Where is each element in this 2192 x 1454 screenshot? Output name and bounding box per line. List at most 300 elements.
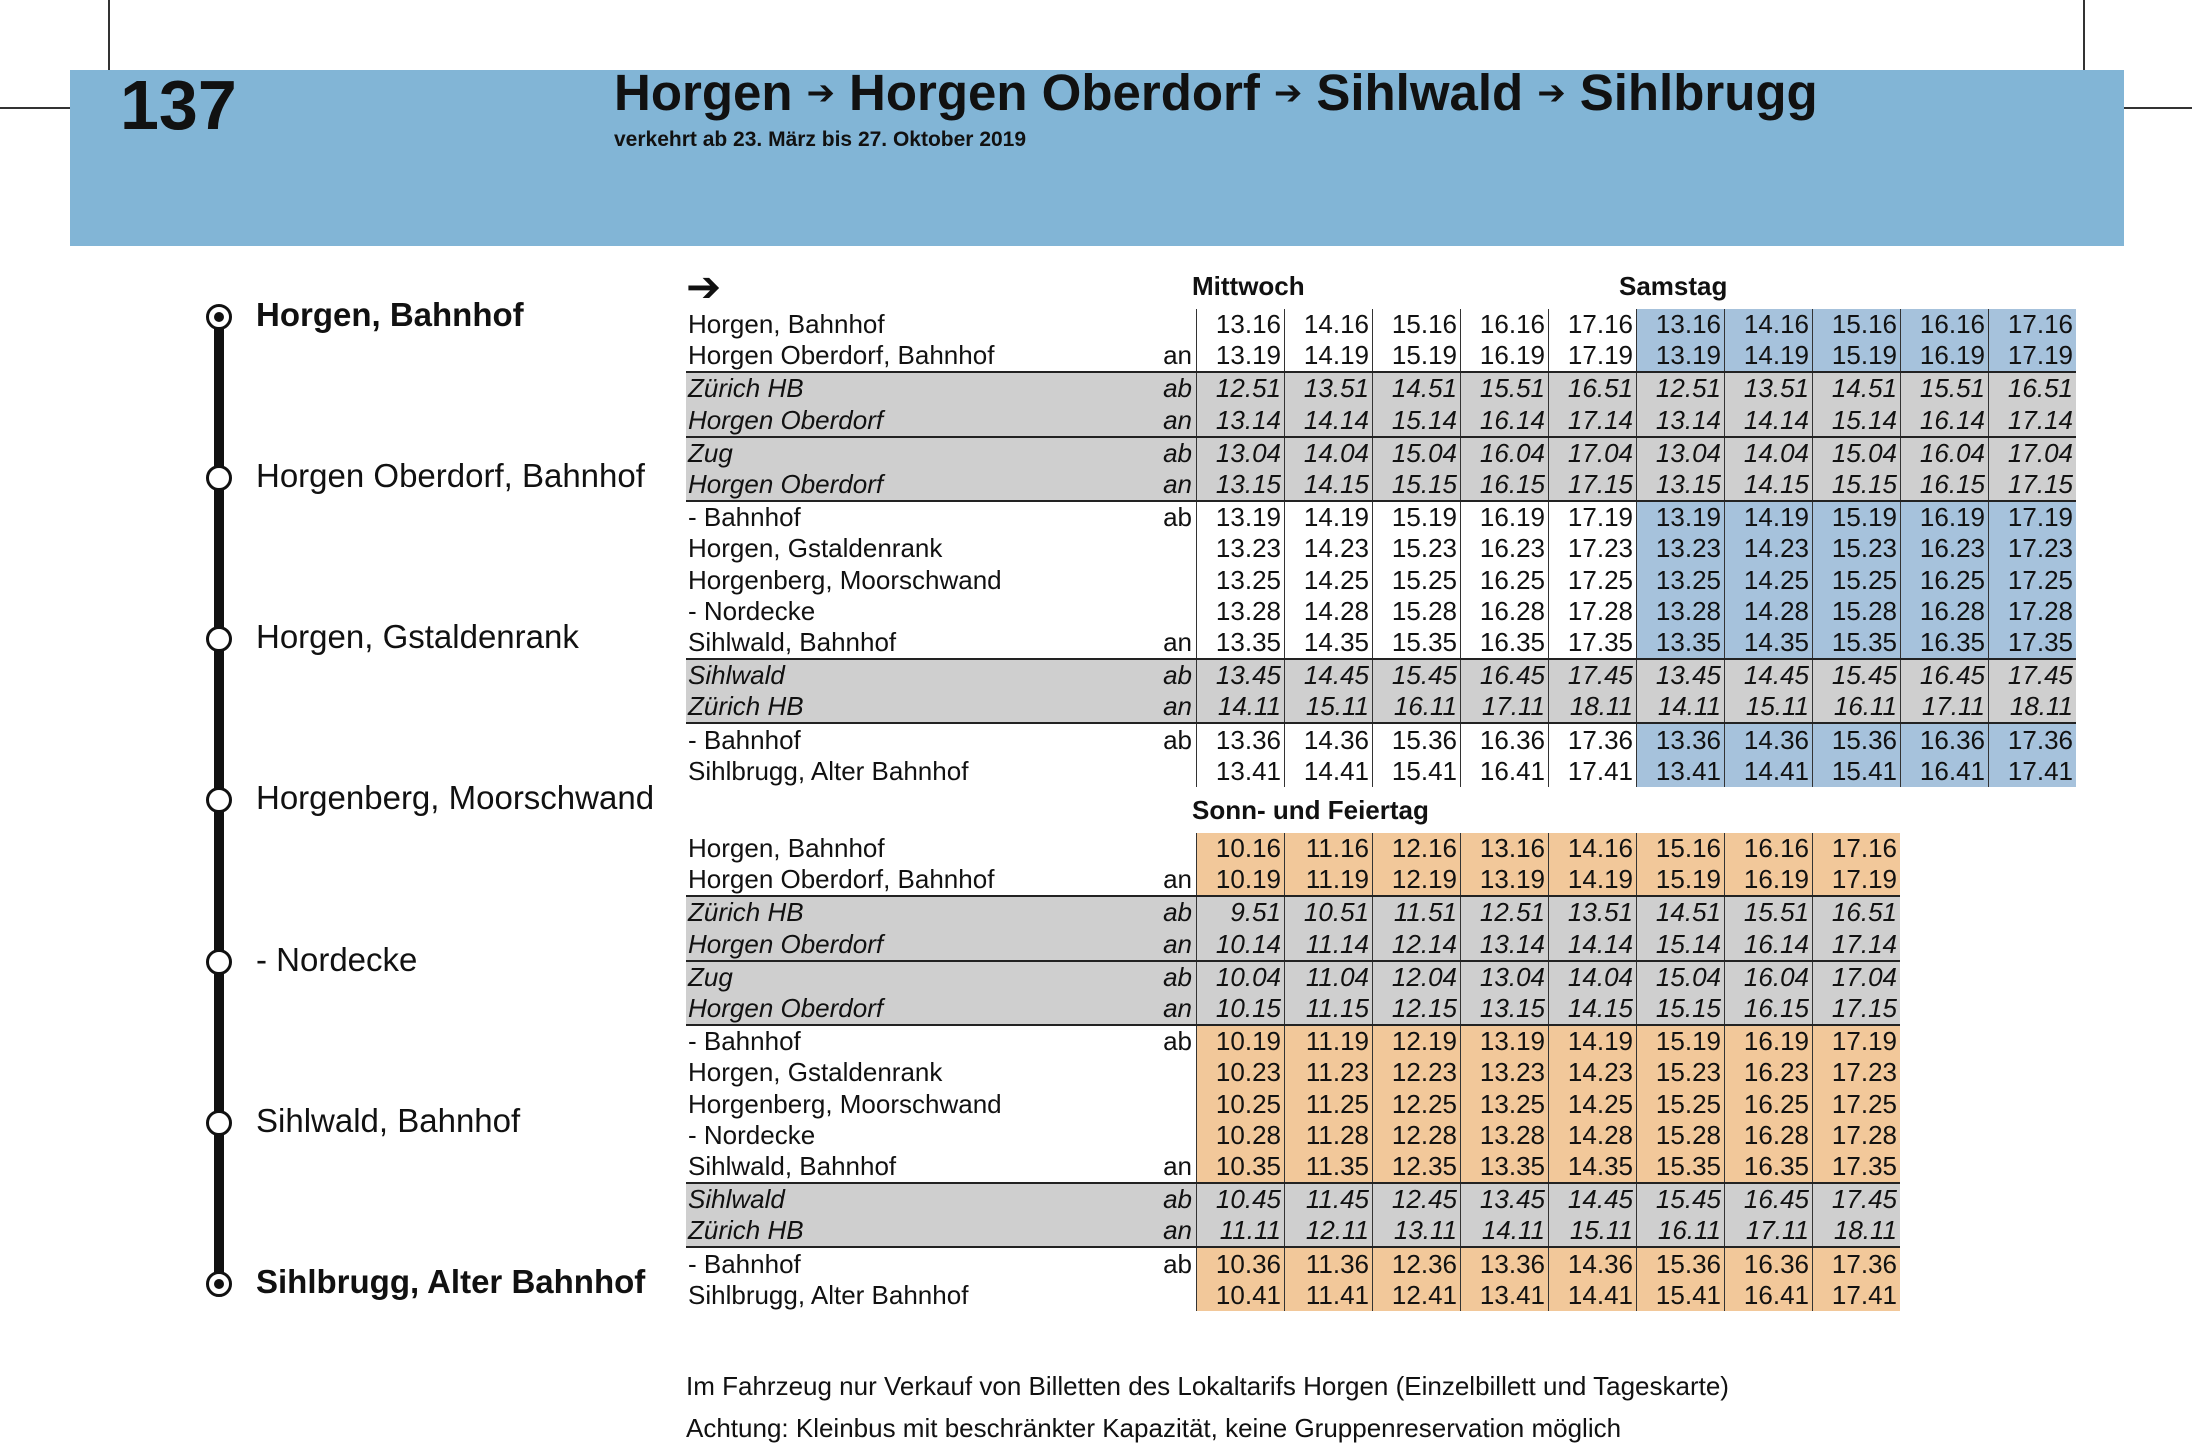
time-cell: 15.35 (1637, 1151, 1725, 1183)
time-cell: 13.14 (1637, 405, 1725, 437)
time-cell: 17.23 (1813, 1057, 1901, 1088)
station-cell: Zürich HB (686, 1215, 1148, 1247)
time-cell: 14.19 (1549, 864, 1637, 896)
time-cell: 13.19 (1197, 501, 1285, 533)
route-stop (0, 295, 700, 339)
time-cell: 16.25 (1461, 565, 1549, 596)
time-cell: 11.36 (1285, 1247, 1373, 1279)
arrival-departure-cell: ab (1163, 1248, 1192, 1279)
time-cell: 15.19 (1373, 501, 1461, 533)
time-cell: 16.28 (1461, 596, 1549, 627)
time-cell: 16.23 (1461, 533, 1549, 564)
time-cell: 17.16 (1549, 309, 1637, 340)
station-cell: Horgen Oberdorf (686, 405, 1148, 437)
time-cell: 17.36 (1813, 1247, 1901, 1279)
time-cell: 16.11 (1373, 691, 1461, 723)
time-cell: 15.51 (1901, 372, 1989, 404)
arrival-departure-cell: an (1148, 469, 1197, 501)
time-cell: 14.19 (1285, 340, 1373, 372)
time-cell: 16.14 (1725, 929, 1813, 961)
table-row (686, 659, 2076, 691)
time-cell: 12.15 (1373, 993, 1461, 1025)
stop-icon (206, 465, 232, 491)
time-cell: 14.14 (1725, 405, 1813, 437)
route-stop-name: Horgen, Bahnhof (256, 296, 524, 333)
station-cell: Horgen, Bahnhof (688, 833, 885, 864)
title-part: Sihlwald (1316, 64, 1524, 121)
station-cell: - Bahnhof (688, 724, 801, 755)
station-cell: Sihlbrugg, Alter Bahnhof (688, 1279, 969, 1310)
time-cell: 17.04 (1989, 437, 2077, 469)
time-cell: 16.19 (1461, 340, 1549, 372)
note-line: Achtung: Kleinbus mit beschränkter Kapazität, keine Gruppenreservation möglich (686, 1413, 1622, 1443)
time-cell: 16.16 (1461, 309, 1549, 340)
time-cell: 16.16 (1901, 309, 1989, 340)
time-cell: 14.28 (1549, 1120, 1637, 1151)
time-cell: 15.28 (1813, 596, 1901, 627)
time-cell: 16.04 (1725, 961, 1813, 993)
time-cell: 10.28 (1197, 1120, 1285, 1151)
time-cell: 16.04 (1901, 437, 1989, 469)
table-row (686, 501, 2076, 533)
station-cell: Zürich HB (686, 896, 1148, 928)
time-cell: 12.51 (1197, 372, 1285, 404)
time-cell: 15.25 (1813, 565, 1901, 596)
time-cell: 16.41 (1461, 756, 1549, 787)
time-cell: 14.14 (1549, 929, 1637, 961)
weekday-timetable (686, 309, 2076, 787)
time-cell: 17.25 (1989, 565, 2077, 596)
time-cell: 17.16 (1989, 309, 2077, 340)
time-cell: 15.19 (1637, 1025, 1725, 1057)
time-cell: 17.19 (1813, 1025, 1901, 1057)
time-cell: 10.23 (1197, 1057, 1285, 1088)
time-cell: 16.25 (1725, 1089, 1813, 1120)
station-cell: Sihlwald, Bahnhof (686, 1151, 1148, 1183)
time-cell: 13.19 (1637, 501, 1725, 533)
station-cell: Zürich HB (686, 691, 1148, 723)
time-cell: 18.11 (1549, 691, 1637, 723)
line-number: 137 (120, 66, 237, 144)
table-row (686, 929, 1900, 961)
time-cell: 14.51 (1637, 896, 1725, 928)
time-cell: 17.45 (1549, 659, 1637, 691)
time-cell: 13.28 (1637, 596, 1725, 627)
time-cell: 14.15 (1549, 993, 1637, 1025)
time-cell: 15.14 (1813, 405, 1901, 437)
time-cell: 16.28 (1901, 596, 1989, 627)
time-cell: 13.19 (1461, 1025, 1549, 1057)
time-cell: 14.25 (1285, 565, 1373, 596)
station-cell: Horgen Oberdorf (686, 469, 1148, 501)
time-cell: 14.41 (1285, 756, 1373, 787)
time-cell: 13.23 (1197, 533, 1285, 564)
time-cell: 13.35 (1197, 627, 1285, 659)
time-cell: 16.35 (1901, 627, 1989, 659)
time-cell: 12.11 (1285, 1215, 1373, 1247)
station-cell: Zürich HB (686, 372, 1148, 404)
time-cell: 14.04 (1549, 961, 1637, 993)
station-cell: Sihlwald (686, 659, 1148, 691)
time-cell: 16.19 (1725, 864, 1813, 896)
time-cell: 18.11 (1813, 1215, 1901, 1247)
arrow-icon: ➔ (1537, 74, 1566, 112)
terminal-stop-icon (206, 304, 232, 330)
station-cell: Zug (686, 437, 1148, 469)
time-cell: 11.51 (1373, 896, 1461, 928)
crop-mark (108, 0, 110, 70)
day-label-samstag: Samstag (1619, 271, 1728, 301)
time-cell: 13.04 (1197, 437, 1285, 469)
time-cell: 12.45 (1373, 1183, 1461, 1215)
time-cell: 10.35 (1197, 1151, 1285, 1183)
crop-mark (0, 107, 70, 109)
time-cell: 13.15 (1197, 469, 1285, 501)
time-cell: 15.19 (1373, 340, 1461, 372)
time-cell: 12.51 (1461, 896, 1549, 928)
time-cell: 10.19 (1197, 1025, 1285, 1057)
table-row (686, 1089, 1900, 1120)
time-cell: 13.15 (1637, 469, 1725, 501)
time-cell: 17.25 (1549, 565, 1637, 596)
time-cell: 16.36 (1901, 723, 1989, 755)
time-cell: 14.14 (1285, 405, 1373, 437)
time-cell: 17.15 (1813, 993, 1901, 1025)
time-cell: 12.19 (1373, 1025, 1461, 1057)
table-row (686, 1057, 1900, 1088)
route-stop-name: - Nordecke (256, 941, 418, 978)
time-cell: 17.14 (1813, 929, 1901, 961)
route-stop-name: Sihlbrugg, Alter Bahnhof (256, 1263, 646, 1300)
time-cell: 10.14 (1197, 929, 1285, 961)
time-cell: 16.19 (1725, 1025, 1813, 1057)
time-cell: 16.41 (1725, 1280, 1813, 1311)
station-cell: Horgenberg, Moorschwand (688, 1088, 1002, 1119)
time-cell: 15.15 (1637, 993, 1725, 1025)
time-cell: 17.19 (1989, 501, 2077, 533)
time-cell: 16.36 (1725, 1247, 1813, 1279)
time-cell: 10.41 (1197, 1280, 1285, 1311)
time-cell: 15.45 (1637, 1183, 1725, 1215)
time-cell: 11.35 (1285, 1151, 1373, 1183)
arrival-departure-cell: ab (1163, 1026, 1192, 1057)
station-cell: - Nordecke (688, 1119, 816, 1150)
table-row (686, 1280, 1900, 1311)
time-cell: 17.14 (1989, 405, 2077, 437)
time-cell: 16.45 (1901, 659, 1989, 691)
time-cell: 14.11 (1637, 691, 1725, 723)
direction-arrow-icon: ➔ (686, 263, 722, 310)
note-line: Im Fahrzeug nur Verkauf von Billetten des Lokaltarifs Horgen (Einzelbillett und Tageskarte) (686, 1371, 1729, 1401)
time-cell: 14.36 (1549, 1247, 1637, 1279)
time-cell: 16.19 (1901, 340, 1989, 372)
time-cell: 15.41 (1813, 756, 1901, 787)
time-cell: 13.16 (1461, 833, 1549, 864)
time-cell: 15.19 (1813, 501, 1901, 533)
time-cell: 13.36 (1637, 723, 1725, 755)
time-cell: 13.35 (1637, 627, 1725, 659)
time-cell: 13.25 (1461, 1089, 1549, 1120)
time-cell: 15.16 (1637, 833, 1725, 864)
time-cell: 13.15 (1461, 993, 1549, 1025)
time-cell: 11.19 (1285, 864, 1373, 896)
time-cell: 16.16 (1725, 833, 1813, 864)
time-cell: 13.25 (1197, 565, 1285, 596)
station-cell: Horgen Oberdorf, Bahnhof (686, 864, 1148, 896)
time-cell: 15.19 (1813, 340, 1901, 372)
arrival-departure-cell: an (1148, 993, 1197, 1025)
table-row (686, 833, 1900, 864)
time-cell: 13.41 (1461, 1280, 1549, 1311)
time-cell: 12.25 (1373, 1089, 1461, 1120)
time-cell: 13.51 (1285, 372, 1373, 404)
time-cell: 15.36 (1637, 1247, 1725, 1279)
time-cell: 14.41 (1725, 756, 1813, 787)
table-row (686, 372, 2076, 404)
table-row (686, 961, 1900, 993)
time-cell: 13.28 (1461, 1120, 1549, 1151)
time-cell: 16.11 (1637, 1215, 1725, 1247)
time-cell: 16.45 (1725, 1183, 1813, 1215)
time-cell: 15.11 (1549, 1215, 1637, 1247)
time-cell: 13.45 (1637, 659, 1725, 691)
time-cell: 16.51 (1549, 372, 1637, 404)
time-cell: 17.41 (1549, 756, 1637, 787)
time-cell: 14.36 (1725, 723, 1813, 755)
time-cell: 10.15 (1197, 993, 1285, 1025)
arrow-icon: ➔ (1273, 74, 1303, 112)
time-cell: 15.28 (1373, 596, 1461, 627)
stop-icon (206, 787, 232, 813)
time-cell: 11.25 (1285, 1089, 1373, 1120)
time-cell: 15.28 (1637, 1120, 1725, 1151)
stop-icon (206, 626, 232, 652)
time-cell: 16.25 (1901, 565, 1989, 596)
time-cell: 11.45 (1285, 1183, 1373, 1215)
table-row (686, 565, 2076, 596)
time-cell: 17.23 (1989, 533, 2077, 564)
table-row (686, 993, 1900, 1025)
time-cell: 11.23 (1285, 1057, 1373, 1088)
time-cell: 14.04 (1725, 437, 1813, 469)
time-cell: 15.23 (1373, 533, 1461, 564)
crop-mark (2124, 107, 2192, 109)
time-cell: 14.11 (1197, 691, 1285, 723)
time-cell: 15.45 (1373, 659, 1461, 691)
stop-icon (206, 1110, 232, 1136)
time-cell: 16.14 (1901, 405, 1989, 437)
time-cell: 15.19 (1637, 864, 1725, 896)
time-cell: 17.11 (1461, 691, 1549, 723)
time-cell: 15.25 (1373, 565, 1461, 596)
time-cell: 13.36 (1197, 723, 1285, 755)
time-cell: 13.19 (1197, 340, 1285, 372)
sunday-timetable (686, 833, 1900, 1311)
time-cell: 11.28 (1285, 1120, 1373, 1151)
time-cell: 17.19 (1549, 340, 1637, 372)
time-cell: 13.11 (1373, 1215, 1461, 1247)
time-cell: 15.04 (1637, 961, 1725, 993)
arrival-departure-cell: an (1148, 1215, 1197, 1247)
time-cell: 17.15 (1549, 469, 1637, 501)
time-cell: 14.36 (1285, 723, 1373, 755)
arrival-departure-cell: an (1148, 1151, 1197, 1183)
time-cell: 17.28 (1549, 596, 1637, 627)
arrival-departure-cell: ab (1163, 502, 1192, 533)
time-cell: 16.11 (1813, 691, 1901, 723)
time-cell: 17.04 (1549, 437, 1637, 469)
time-cell: 14.16 (1285, 309, 1373, 340)
time-cell: 13.45 (1461, 1183, 1549, 1215)
time-cell: 14.35 (1549, 1151, 1637, 1183)
time-cell: 17.15 (1989, 469, 2077, 501)
time-cell: 16.35 (1725, 1151, 1813, 1183)
table-row (686, 309, 2076, 340)
arrival-departure-cell: ab (1148, 659, 1197, 691)
time-cell: 13.04 (1637, 437, 1725, 469)
station-cell: Horgenberg, Moorschwand (688, 564, 1002, 595)
time-cell: 15.11 (1285, 691, 1373, 723)
time-cell: 13.41 (1637, 756, 1725, 787)
arrival-departure-cell: an (1148, 691, 1197, 723)
crop-mark (2083, 0, 2085, 70)
time-cell: 14.11 (1461, 1215, 1549, 1247)
time-cell: 16.23 (1901, 533, 1989, 564)
arrival-departure-cell: an (1148, 864, 1197, 896)
time-cell: 17.11 (1901, 691, 1989, 723)
arrow-icon: ➔ (806, 74, 835, 112)
time-cell: 15.45 (1813, 659, 1901, 691)
time-cell: 17.11 (1725, 1215, 1813, 1247)
arrival-departure-cell: ab (1148, 896, 1197, 928)
time-cell: 14.51 (1813, 372, 1901, 404)
time-cell: 15.35 (1373, 627, 1461, 659)
time-cell: 15.23 (1813, 533, 1901, 564)
time-cell: 14.45 (1549, 1183, 1637, 1215)
route-stop (0, 1262, 700, 1306)
time-cell: 14.25 (1549, 1089, 1637, 1120)
time-cell: 15.36 (1373, 723, 1461, 755)
time-cell: 13.35 (1461, 1151, 1549, 1183)
time-cell: 14.19 (1725, 501, 1813, 533)
route-stop (0, 1101, 700, 1145)
station-cell: Horgen Oberdorf (686, 993, 1148, 1025)
time-cell: 17.19 (1549, 501, 1637, 533)
stop-icon (206, 949, 232, 975)
time-cell: 14.23 (1725, 533, 1813, 564)
table-row (686, 340, 2076, 372)
station-cell: - Bahnhof (688, 1026, 801, 1057)
time-cell: 15.36 (1813, 723, 1901, 755)
time-cell: 15.11 (1725, 691, 1813, 723)
time-cell: 15.04 (1373, 437, 1461, 469)
table-row (686, 1247, 1900, 1279)
time-cell: 10.36 (1197, 1247, 1285, 1279)
route-title (614, 64, 1818, 121)
time-cell: 14.23 (1549, 1057, 1637, 1088)
time-cell: 11.04 (1285, 961, 1373, 993)
arrival-departure-cell (1148, 565, 1197, 596)
time-cell: 16.45 (1461, 659, 1549, 691)
table-row (686, 1151, 1900, 1183)
time-cell: 15.25 (1637, 1089, 1725, 1120)
arrival-departure-cell (1148, 1280, 1197, 1311)
time-cell: 16.35 (1461, 627, 1549, 659)
time-cell: 16.15 (1725, 993, 1813, 1025)
time-cell: 13.14 (1197, 405, 1285, 437)
time-cell: 10.45 (1197, 1183, 1285, 1215)
route-stop-name: Sihlwald, Bahnhof (256, 1102, 521, 1139)
table-row (686, 864, 1900, 896)
time-cell: 17.16 (1813, 833, 1901, 864)
time-cell: 14.51 (1373, 372, 1461, 404)
time-cell: 17.28 (1989, 596, 2077, 627)
arrival-departure-cell (1148, 833, 1197, 864)
time-cell: 14.23 (1285, 533, 1373, 564)
time-cell: 13.23 (1637, 533, 1725, 564)
route-stop (0, 778, 700, 822)
table-row (686, 723, 2076, 755)
validity-text: verkehrt ab 23. März bis 27. Oktober 2019 (614, 128, 1027, 151)
time-cell: 10.19 (1197, 864, 1285, 896)
time-cell: 13.51 (1725, 372, 1813, 404)
route-stop-name: Horgenberg, Moorschwand (256, 779, 655, 816)
title-part: Sihlbrugg (1579, 64, 1818, 121)
table-row (686, 1025, 1900, 1057)
time-cell: 16.19 (1901, 501, 1989, 533)
arrival-departure-cell: ab (1148, 1183, 1197, 1215)
time-cell: 10.51 (1285, 896, 1373, 928)
time-cell: 16.28 (1725, 1120, 1813, 1151)
time-cell: 11.41 (1285, 1280, 1373, 1311)
time-cell: 17.36 (1989, 723, 2077, 755)
arrival-departure-cell (1148, 1120, 1197, 1151)
station-cell: Sihlbrugg, Alter Bahnhof (688, 755, 969, 786)
time-cell: 18.11 (1989, 691, 2077, 723)
time-cell: 10.16 (1197, 833, 1285, 864)
time-cell: 11.19 (1285, 1025, 1373, 1057)
time-cell: 16.23 (1725, 1057, 1813, 1088)
table-row (686, 691, 2076, 723)
time-cell: 13.51 (1549, 896, 1637, 928)
title-part: Horgen (614, 64, 793, 121)
time-cell: 15.15 (1813, 469, 1901, 501)
station-cell: Horgen, Gstaldenrank (688, 533, 943, 564)
time-cell: 17.25 (1813, 1089, 1901, 1120)
time-cell: 16.15 (1901, 469, 1989, 501)
time-cell: 12.41 (1373, 1280, 1461, 1311)
arrival-departure-cell: an (1148, 627, 1197, 659)
time-cell: 17.36 (1549, 723, 1637, 755)
time-cell: 14.15 (1725, 469, 1813, 501)
arrival-departure-cell: ab (1163, 724, 1192, 755)
time-cell: 13.45 (1197, 659, 1285, 691)
table-row (686, 437, 2076, 469)
time-cell: 17.41 (1989, 756, 2077, 787)
time-cell: 14.15 (1285, 469, 1373, 501)
time-cell: 12.16 (1373, 833, 1461, 864)
time-cell: 13.16 (1197, 309, 1285, 340)
time-cell: 15.35 (1813, 627, 1901, 659)
time-cell: 15.16 (1813, 309, 1901, 340)
time-cell: 16.19 (1461, 501, 1549, 533)
notes (686, 1365, 1729, 1449)
time-cell: 11.11 (1197, 1215, 1285, 1247)
time-cell: 11.15 (1285, 993, 1373, 1025)
time-cell: 12.35 (1373, 1151, 1461, 1183)
table-row (686, 896, 1900, 928)
station-cell: Horgen Oberdorf (686, 929, 1148, 961)
